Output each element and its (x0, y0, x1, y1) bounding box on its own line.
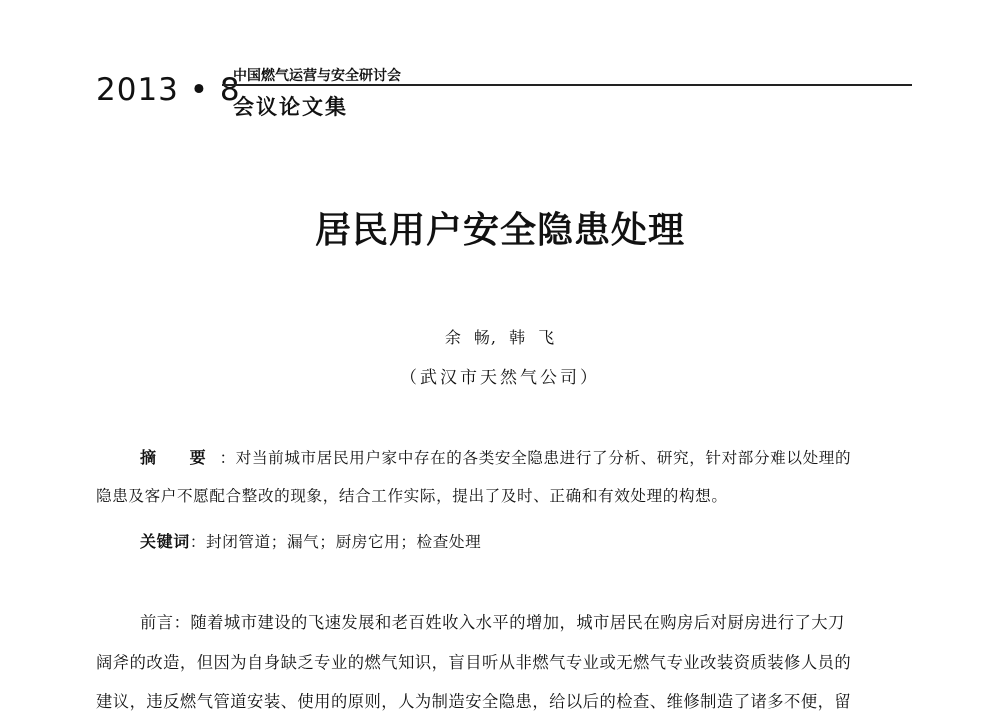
body-line-3: 建议，违反燃气管道安装、使用的原则，人为制造安全隐患，给以后的检查、维修制造了诸多不便，留 (96, 692, 852, 711)
abstract-line-2: 隐患及客户不愿配合整改的现象，结合工作实际，提出了及时、正确和有效处理的构想。 (96, 487, 728, 505)
conference-name: 中国燃气运营与安全研讨会 (233, 68, 401, 84)
authors: 余 畅, 韩 飞 (444, 328, 556, 347)
paper-title: 居民用户安全隐患处理 (314, 210, 685, 251)
body-line-1: 前言：随着城市建设的飞速发展和老百姓收入水平的增加，城市居民在购房后对厨房进行了大刀 (140, 613, 845, 632)
abstract-line-1 (140, 445, 851, 468)
proceedings-label: 会议论文集 (233, 95, 348, 119)
keywords-label: 关键词 (140, 532, 190, 551)
keywords-separator: ： (189, 533, 207, 551)
header-rule (222, 84, 912, 86)
abstract-separator: ： (219, 449, 236, 467)
affiliation: （武汉市天然气公司） (400, 368, 600, 388)
keywords (140, 529, 481, 552)
abstract-label: 摘 要 (140, 448, 220, 467)
abstract-text-1: 对当前城市居民用户家中存在的各类安全隐患进行了分析、研究，针对部分难以处理的 (235, 449, 852, 467)
keywords-text: 封闭管道；漏气；厨房它用；检查处理 (206, 533, 482, 551)
body-line-2: 阔斧的改造，但因为自身缺乏专业的燃气知识，盲目听从非燃气专业或无燃气专业改装资质装修人员的 (96, 653, 852, 672)
issue-date: 2013 • 8 (96, 72, 241, 108)
